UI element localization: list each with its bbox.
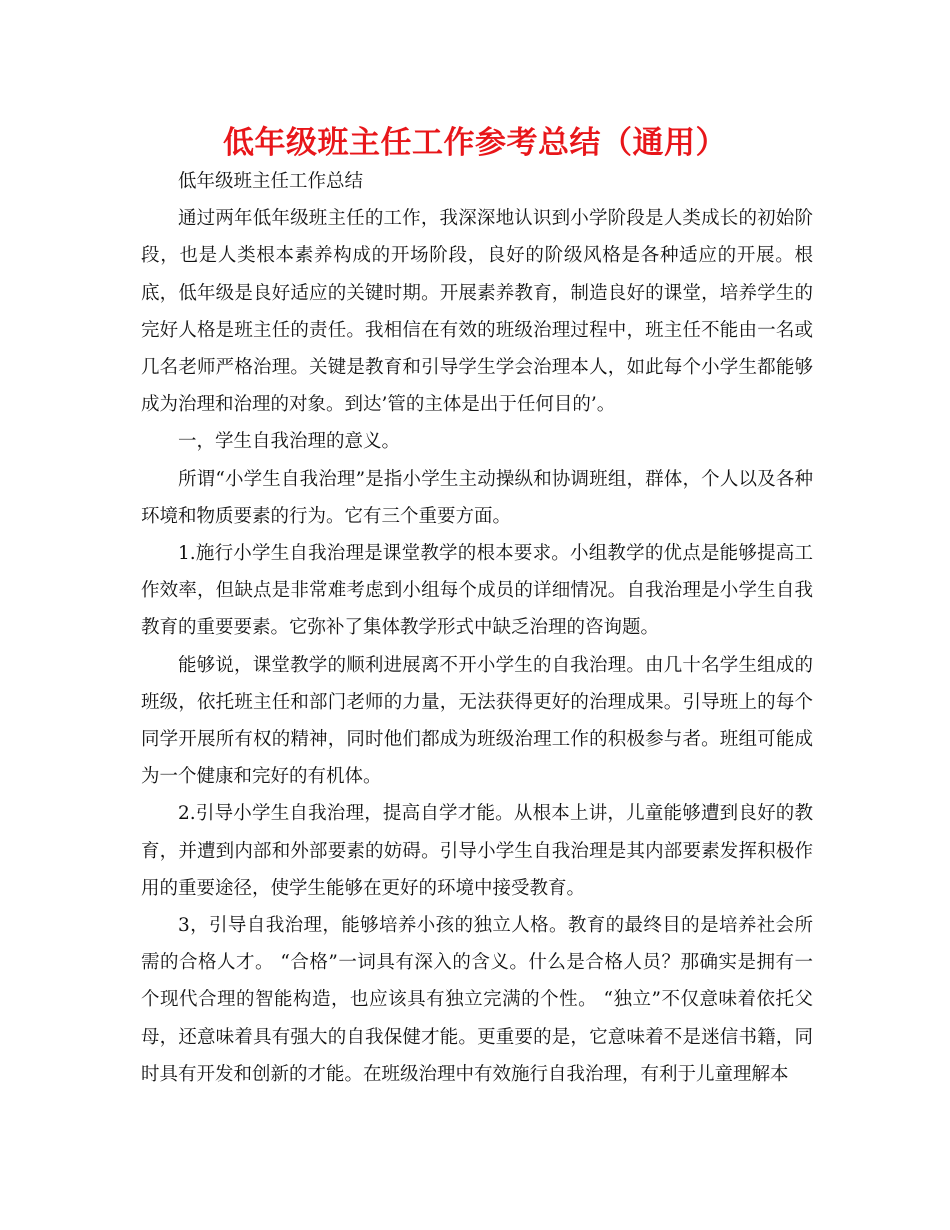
body-paragraph: 2.引导小学生自我治理，提高自学才能。从根本上讲，儿童能够遭到良好的教育，并遭到内部和外部要素的妨碍。引导小学生自我治理是其内部要素发挥积极作用的重要途径，使学生能够在更好的环境中接受教育。: [141, 803, 813, 899]
section-heading-paragraph: 一，学生自我治理的意义。: [178, 431, 401, 453]
document-title: 低年级班主任工作参考总结（通用）: [223, 125, 727, 161]
subtitle-paragraph: 低年级班主任工作总结: [178, 171, 364, 192]
body-paragraph: 能够说，课堂教学的顺利进展离不开小学生的自我治理。由几十名学生组成的班级，依托班主任和部门老师的力量，无法获得更好的治理成果。引导班上的每个同学开展所有权的精神，同时他们都成为班级治理工作的积极参与者。班组可能成为一个健康和完好的有机体。: [141, 654, 813, 788]
document-body: [141, 163, 813, 1093]
body-paragraph: 3，引导自我治理，能够培养小孩的独立人格。教育的最终目的是培养社会所需的合格人才。 “合格”一词具有深入的含义。什么是合格人员？那确实是拥有一个现代合理的智能构造，也应该具有独立完满的个性。 “独立”不仅意味着依托父母，还意味着具有强大的自我保健才能。更重要的是，它意味着不是迷信书籍，同时具有开发和创新的才能。在班级治理中有效施行自我治理，有利于儿童理解本: [141, 915, 813, 1085]
body-paragraph: 所谓“小学生自我治理”是指小学生主动操纵和协调班组，群体，个人以及各种环境和物质要素的行为。它有三个重要方面。: [141, 468, 813, 527]
body-paragraph: 通过两年低年级班主任的工作，我深深地认识到小学阶段是人类成长的初始阶段，也是人类根本素养构成的开场阶段，良好的阶级风格是各种适应的开展。根底，低年级是良好适应的关键时期。开展素养教育，制造良好的课堂，培养学生的完好人格是班主任的责任。我相信在有效的班级治理过程中，班主任不能由一名或几名老师严格治理。关键是教育和引导学生学会治理本人，如此每个小学生都能够成为治理和治理的对象。到达’管的主体是出于任何目的’。: [141, 208, 813, 416]
body-paragraph: 1.施行小学生自我治理是课堂教学的根本要求。小组教学的优点是能够提高工作效率，但缺点是非常难考虑到小组每个成员的详细情况。自我治理是小学生自我教育的重要要素。它弥补了集体教学形式中缺乏治理的咨询题。: [141, 543, 813, 639]
